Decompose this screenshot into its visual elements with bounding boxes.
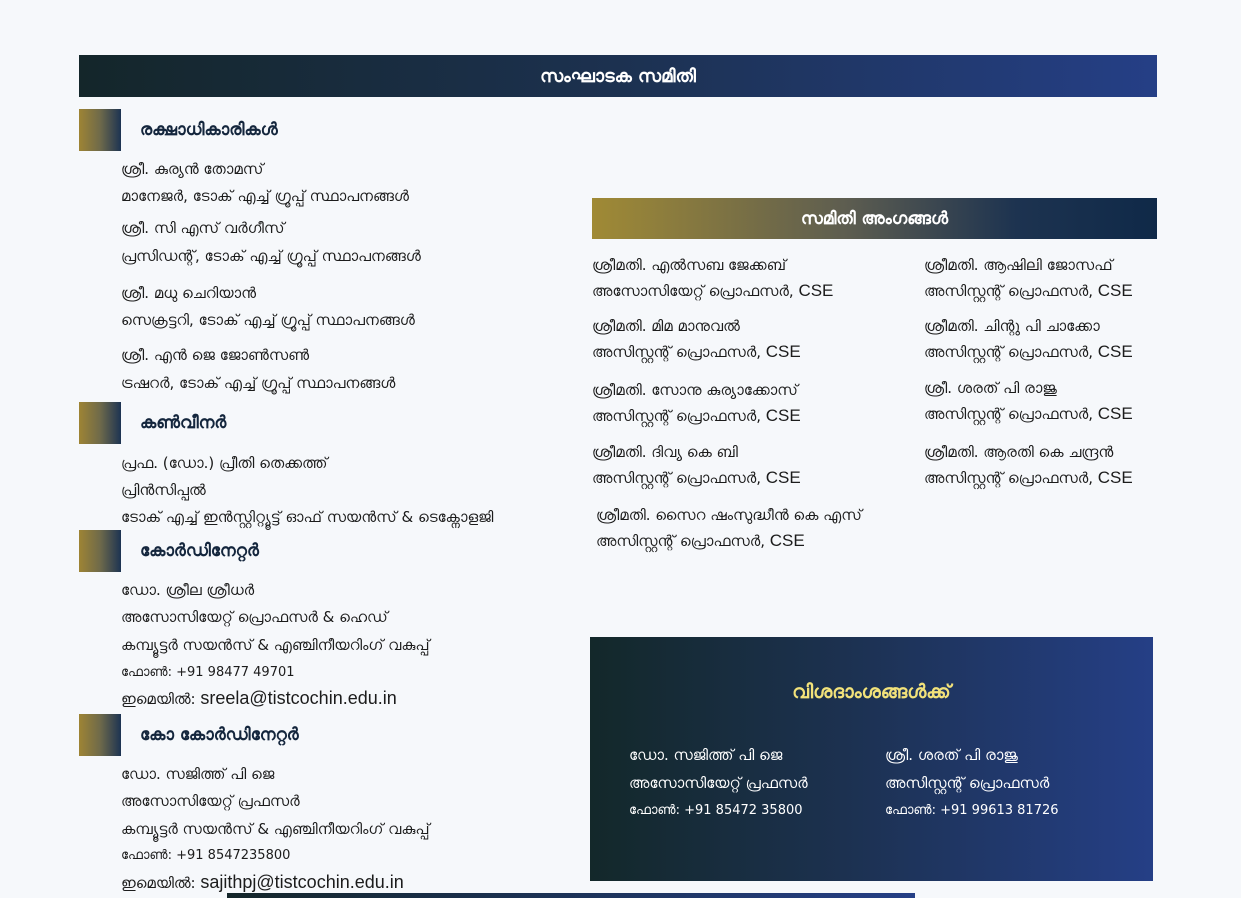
- banner-title: സംഘാടക സമിതി: [540, 65, 696, 87]
- member-entry: [596, 502, 862, 554]
- patrons-title: രക്ഷാധികാരികൾ: [140, 120, 278, 140]
- coordinator-role: അസോസിയേറ്റ് പ്രൊഫസർ & ഹെഡ്: [121, 608, 388, 626]
- contact-phone[interactable]: ഫോൺ: +91 85472 35800: [629, 803, 803, 818]
- patron-role: സെക്രട്ടറി, ടോക് എച്ച് ഗ്രൂപ്പ് സ്ഥാപനങ്ങൾ: [121, 311, 415, 329]
- member-name: ശ്രീമതി. ആഷിലി ജോസഫ്: [924, 256, 1113, 274]
- member-entry: [592, 377, 801, 429]
- member-name: ശ്രീമതി. ചിന്റു പി ചാക്കോ: [924, 317, 1100, 335]
- contact-name: ശ്രീ. ശരത് പി രാജു: [885, 746, 1018, 764]
- email-label: ഇമെയിൽ:: [121, 690, 201, 708]
- member-name: ശ്രീമതി. ആരതി കെ ചന്ദ്രൻ: [924, 443, 1114, 461]
- patron-name: ശ്രീ. എൻ ജെ ജോൺസൺ: [121, 346, 310, 364]
- member-name: ശ്രീമതി. സോനു കുര്യാക്കോസ്: [592, 381, 798, 399]
- member-role: അസിസ്റ്റന്റ് പ്രൊഫസർ, CSE: [924, 468, 1133, 487]
- member-role: അസിസ്റ്റന്റ് പ്രൊഫസർ, CSE: [592, 468, 801, 487]
- member-entry: [592, 313, 801, 365]
- coordinator-phone: ഫോൺ: +91 98477 49701: [121, 665, 295, 680]
- member-role: അസിസ്റ്റന്റ് പ്രൊഫസർ, CSE: [924, 281, 1133, 300]
- patron-name: ശ്രീ. കുര്യൻ തോമസ്: [121, 160, 264, 178]
- member-role: അസിസ്റ്റന്റ് പ്രൊഫസർ, CSE: [592, 406, 801, 425]
- co-coordinator-title: കോ കോർഡിനേറ്റർ: [140, 725, 299, 745]
- contact-title: വിശദാംശങ്ങൾക്ക്: [792, 681, 951, 703]
- member-role: അസിസ്റ്റന്റ് പ്രൊഫസർ, CSE: [924, 342, 1133, 361]
- member-name: ശ്രീമതി. ദിവ്യ കെ ബി: [592, 443, 738, 461]
- member-entry: [924, 439, 1133, 491]
- co-coordinator-email-line: [121, 872, 404, 893]
- member-name: ശ്രീമതി. സൈറ ഷംസുദ്ധീൻ കെ എസ്: [596, 506, 862, 524]
- footer-divider: [227, 893, 915, 898]
- contact-person: [885, 741, 1059, 825]
- section-marker: [79, 109, 121, 151]
- organizing-committee-banner: [79, 55, 1157, 97]
- contact-person: [629, 741, 808, 825]
- patron-name: ശ്രീ. സി എസ് വർഗീസ്: [121, 219, 285, 237]
- committee-members-heading: [592, 198, 1157, 239]
- convener-role: പ്രിൻസിപ്പൽ: [121, 481, 206, 499]
- member-role: അസിസ്റ്റന്റ് പ്രൊഫസർ, CSE: [592, 342, 801, 361]
- patron-name: ശ്രീ. മധു ചെറിയാൻ: [121, 284, 257, 302]
- member-entry: [592, 439, 801, 491]
- member-role: അസിസ്റ്റന്റ് പ്രൊഫസർ, CSE: [596, 531, 805, 550]
- contact-details-box: [590, 637, 1153, 881]
- convener-name: പ്രഫ. (ഡോ.) പ്രീതി തെക്കത്ത്: [121, 454, 328, 472]
- member-role: അസിസ്റ്റന്റ് പ്രൊഫസർ, CSE: [924, 404, 1133, 423]
- coordinator-email-link[interactable]: sreela@tistcochin.edu.in: [200, 688, 397, 708]
- member-entry: [924, 252, 1133, 304]
- contact-role: അസിസ്റ്റന്റ് പ്രൊഫസർ: [885, 774, 1050, 792]
- coordinator-email-line: [121, 688, 397, 709]
- co-coordinator-name: ഡോ. സജിത്ത് പി ജെ: [121, 765, 275, 783]
- email-label: ഇമെയിൽ:: [121, 874, 201, 892]
- co-coordinator-role: അസോസിയേറ്റ് പ്രഫസർ: [121, 792, 300, 810]
- patrons-heading: [79, 109, 559, 151]
- co-coordinator-heading: [79, 714, 559, 756]
- section-marker: [79, 530, 121, 572]
- convener-heading: [79, 402, 559, 444]
- convener-title: കൺവീനർ: [140, 413, 227, 433]
- contact-role: അസോസിയേറ്റ് പ്രഫസർ: [629, 774, 808, 792]
- patron-role: ട്രഷറർ, ടോക് എച്ച് ഗ്രൂപ്പ് സ്ഥാപനങ്ങൾ: [121, 374, 396, 392]
- coordinator-dept: കമ്പ്യൂട്ടർ സയൻസ് & എഞ്ചിനീയറിംഗ് വകുപ്പ്: [121, 636, 430, 654]
- contact-name: ഡോ. സജിത്ത് പി ജെ: [629, 746, 783, 764]
- coordinator-title: കോർഡിനേറ്റർ: [140, 541, 259, 561]
- member-role: അസോസിയേറ്റ് പ്രൊഫസർ, CSE: [592, 281, 834, 300]
- contact-phone[interactable]: ഫോൺ: +91 99613 81726: [885, 803, 1059, 818]
- section-marker: [79, 714, 121, 756]
- member-entry: [924, 313, 1133, 365]
- member-name: ശ്രീ. ശരത് പി രാജു: [924, 379, 1057, 397]
- section-marker: [79, 402, 121, 444]
- patron-role: മാനേജർ, ടോക് എച്ച് ഗ്രൂപ്പ് സ്ഥാപനങ്ങൾ: [121, 187, 409, 205]
- member-name: ശ്രീമതി. മിമ മാനുവൽ: [592, 317, 740, 335]
- coordinator-heading: [79, 530, 559, 572]
- co-coordinator-email-link[interactable]: sajithpj@tistcochin.edu.in: [200, 872, 404, 892]
- coordinator-name: ഡോ. ശ്രീല ശ്രീധർ: [121, 581, 255, 599]
- member-entry: [592, 252, 833, 304]
- co-coordinator-dept: കമ്പ്യൂട്ടർ സയൻസ് & എഞ്ചിനീയറിംഗ് വകുപ്പ്: [121, 820, 430, 838]
- committee-members-title: സമിതി അംഗങ്ങൾ: [800, 208, 949, 229]
- member-name: ശ്രീമതി. എൽസബ ജേക്കബ്: [592, 256, 786, 274]
- member-entry: [924, 375, 1133, 427]
- co-coordinator-phone: ഫോൺ: +91 8547235800: [121, 848, 291, 863]
- patron-role: പ്രസിഡന്റ്, ടോക് എച്ച് ഗ്രൂപ്പ് സ്ഥാപനങ്ങൾ: [121, 247, 421, 265]
- convener-institution: ടോക് എച്ച് ഇൻസ്റ്റിറ്റ്യൂട്ട് ഓഫ് സയൻസ് & ടെക്നോളജി: [121, 508, 494, 526]
